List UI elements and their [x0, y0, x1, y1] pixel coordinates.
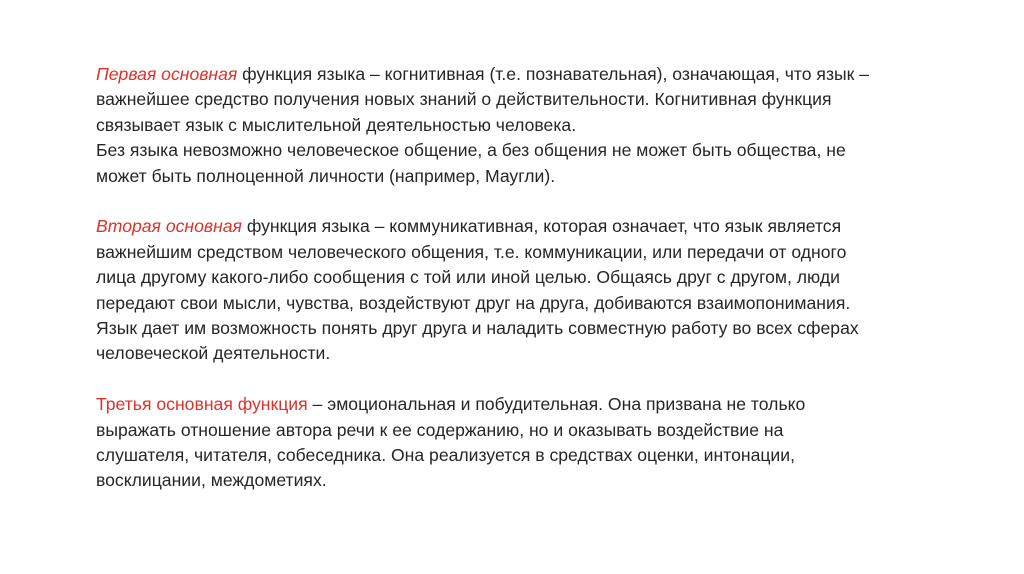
line-text: функция языка – коммуникативная, которая означает, что язык является: [241, 216, 842, 237]
line-text: функция языка – когнитивная (т.е. познавательная), означающая, что язык –: [237, 64, 870, 84]
line-text: – эмоциональная и побудительная. Она призвана не только: [307, 394, 806, 415]
paragraph-line: человеческой деятельности.: [96, 343, 331, 364]
paragraph-line: Без языка невозможно человеческое общение, а без общения не может быть общества, не: [96, 140, 846, 161]
highlight-first-function: Первая основная: [96, 64, 238, 84]
paragraph-line: восклицании, междометиях.: [96, 470, 327, 491]
paragraph-gap: [96, 367, 996, 392]
paragraph-third-function: [96, 392, 996, 494]
paragraph-line: важнейшее средство получения новых знаний о действительности. Когнитивная функция: [96, 89, 832, 110]
paragraph-second-function: [96, 214, 996, 366]
paragraph-line: [96, 62, 996, 87]
paragraph-line: может быть полноценной личности (например, Маугли).: [96, 165, 556, 186]
slide-text: [96, 62, 996, 494]
paragraph-first-function: [96, 62, 996, 189]
paragraph-line: Язык дает им возможность понять друг друга и наладить совместную работу во всех сферах: [96, 318, 859, 339]
paragraph-line: слушателя, читателя, собеседника. Она реализуется в средствах оценки, интонации,: [96, 445, 795, 466]
paragraph-line: важнейшим средством человеческого общения, т.е. коммуникации, или передачи от одного: [96, 241, 847, 262]
paragraph-line: [96, 392, 996, 417]
paragraph-line: передают свои мысли, чувства, воздействуют друг на друга, добиваются взаимопонимания.: [96, 292, 851, 313]
paragraph-line: выражать отношение автора речи к ее содержанию, но и оказывать воздействие на: [96, 419, 784, 440]
paragraph-line: [96, 214, 996, 239]
highlight-second-function: Вторая основная: [96, 216, 242, 237]
paragraph-line: лица другому какого-либо сообщения с той или иной целью. Общаясь друг с другом, люди: [96, 267, 840, 288]
paragraph-gap: [96, 189, 996, 214]
highlight-third-function: Третья основная функция: [96, 394, 308, 415]
paragraph-line: связывает язык с мыслительной деятельностью человека.: [96, 114, 577, 135]
